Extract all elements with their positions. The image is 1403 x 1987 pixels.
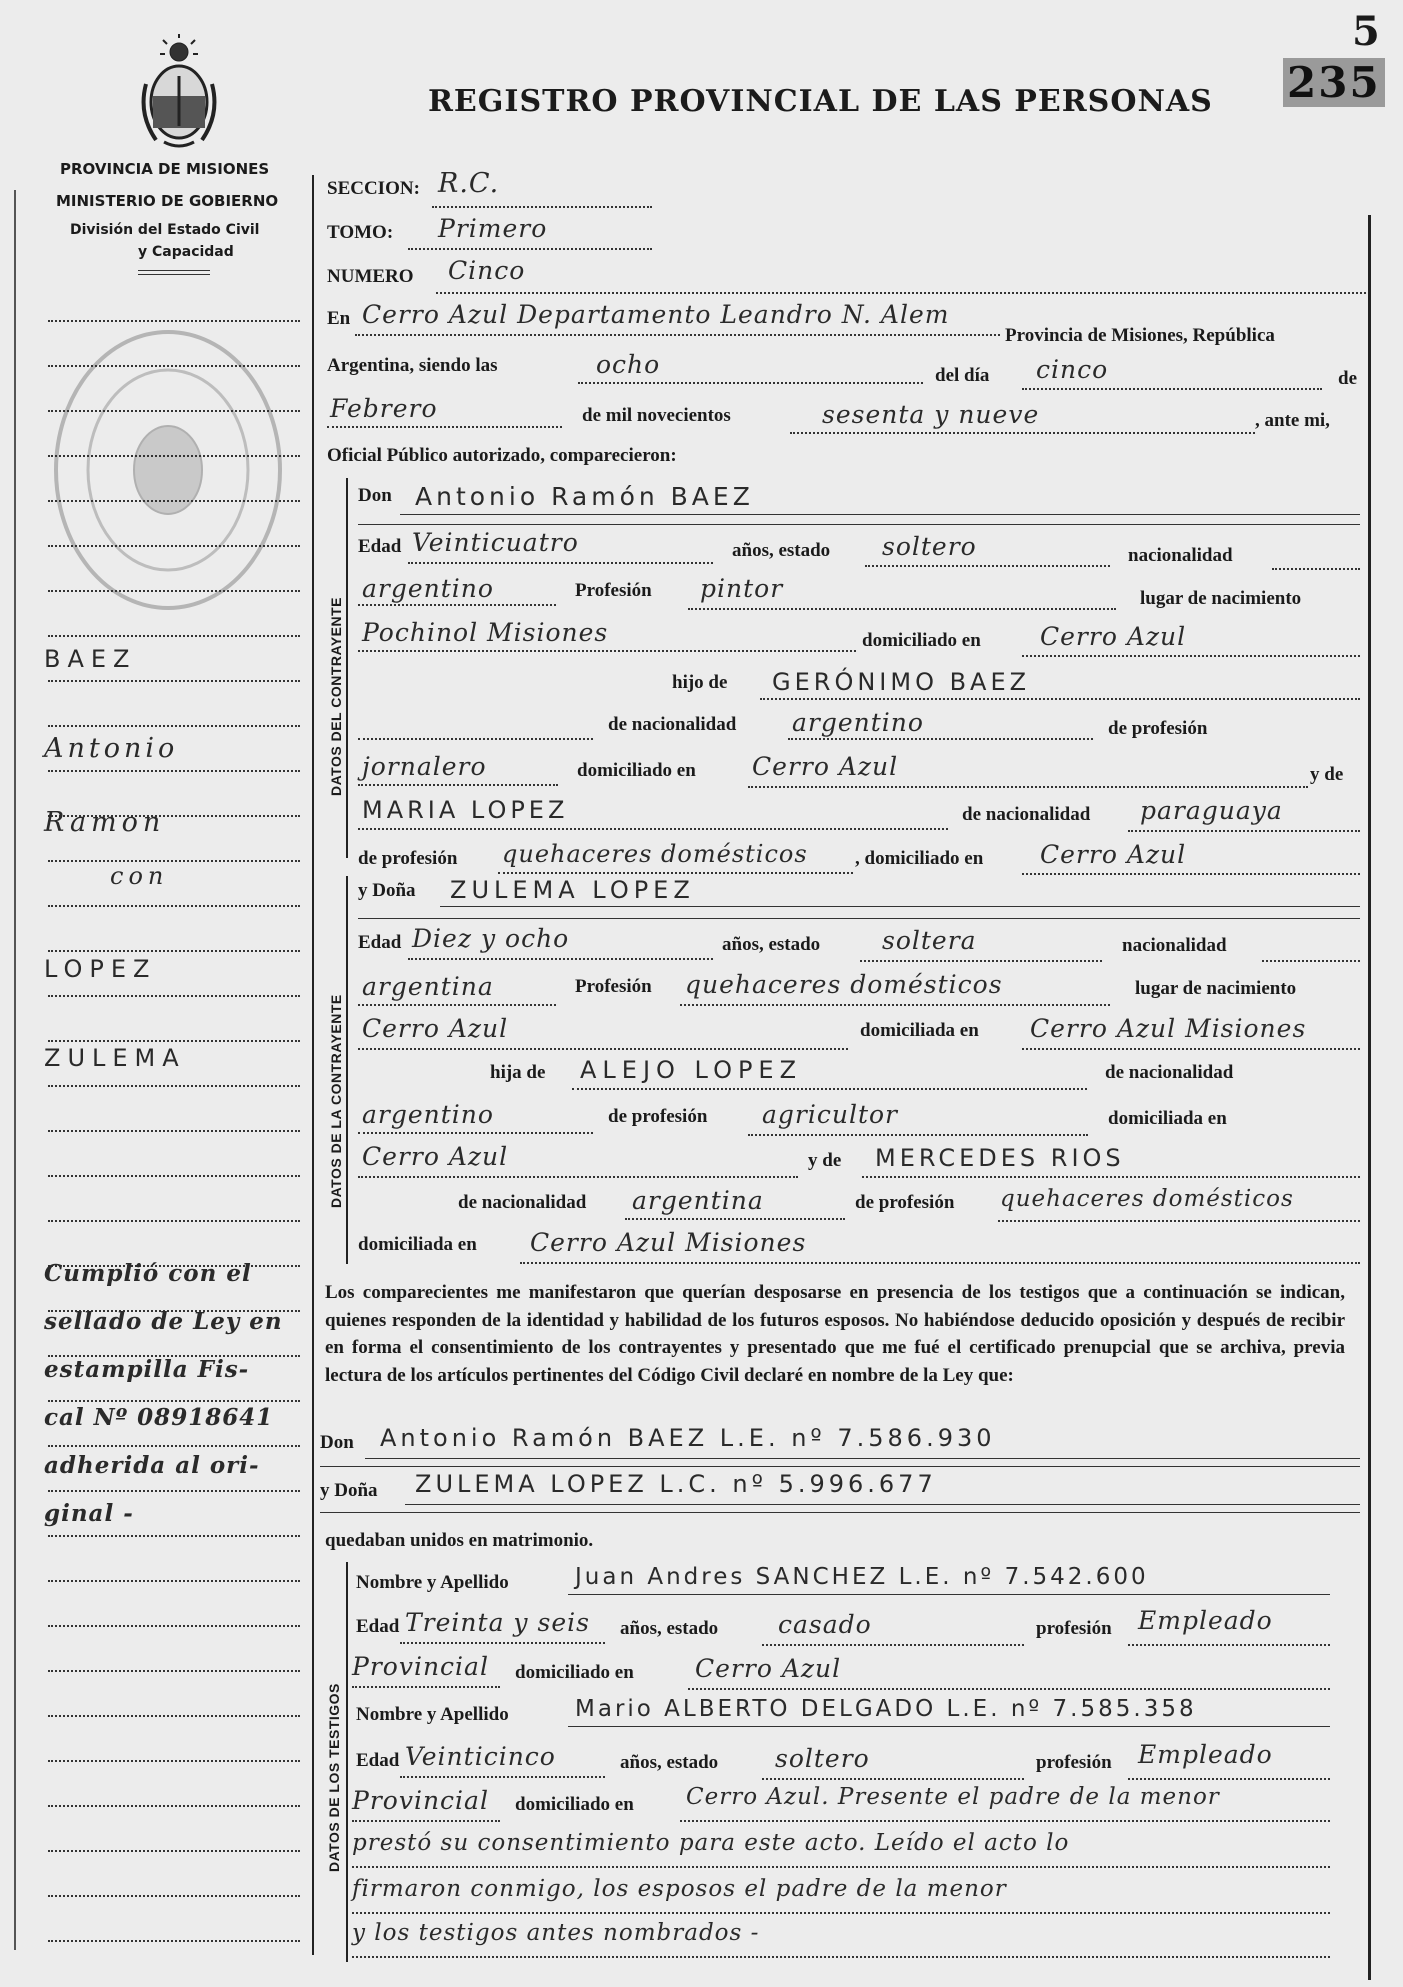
bride-name: ZULEMA LOPEZ xyxy=(450,876,695,904)
margin-rule-line xyxy=(48,1940,300,1942)
witness2-name: Mario ALBERTO DELGADO L.E. nº 7.585.358 xyxy=(575,1696,1197,1722)
margin-rule-line xyxy=(48,1220,300,1222)
lugar-label: lugar de nacimiento xyxy=(1140,588,1302,609)
dom-label: domiciliado en xyxy=(515,1794,634,1815)
margin-rule-line xyxy=(48,770,300,772)
prof-label: profesión xyxy=(1036,1618,1112,1639)
margin-annotation-line: cal Nº 08918641 xyxy=(44,1404,274,1431)
margin-rule-line xyxy=(48,1445,300,1447)
numero-label: NUMERO xyxy=(327,266,414,287)
bride-father: ALEJO LOPEZ xyxy=(580,1056,803,1084)
margin-rule-line xyxy=(48,1040,300,1042)
bride-mother-dom: Cerro Azul Misiones xyxy=(530,1228,807,1257)
issuer-province: PROVINCIA DE MISIONES xyxy=(60,160,270,178)
bride-father-dom: Cerro Azul xyxy=(362,1142,509,1171)
anios-label: años, estado xyxy=(620,1752,719,1773)
don-label: Don xyxy=(320,1432,354,1453)
closing-text: quedaban unidos en matrimonio. xyxy=(325,1530,594,1551)
nombre-label: Nombre y Apellido xyxy=(356,1704,509,1725)
groom-age: Veinticuatro xyxy=(412,528,579,557)
tomo-label: TOMO: xyxy=(327,222,394,243)
margin-rule-line xyxy=(48,590,300,592)
margin-rule-line xyxy=(48,545,300,547)
witness2-prof-cont: Provincial xyxy=(352,1786,489,1815)
edad-label: Edad xyxy=(358,536,402,557)
mil-text: de mil novecientos xyxy=(582,405,731,426)
margin-rule-line xyxy=(48,1580,300,1582)
fnac-label: de nacionalidad xyxy=(608,714,737,735)
bride-age: Diez y ocho xyxy=(412,924,570,953)
mdom-label: , domiciliado en xyxy=(855,848,984,869)
yde-label: y de xyxy=(1310,764,1344,785)
hijo-label: hijo de xyxy=(672,672,728,693)
yde-label: y de xyxy=(808,1150,842,1171)
fdom-label: domiciliada en xyxy=(1108,1108,1227,1129)
margin-rule-line xyxy=(48,455,300,457)
groom-father-dom: Cerro Azul xyxy=(752,752,899,781)
nac-label: nacionalidad xyxy=(1122,935,1227,956)
coat-of-arms-icon xyxy=(134,34,224,150)
margin-rule-line xyxy=(48,1625,300,1627)
groom-father: GERÓNIMO BAEZ xyxy=(772,668,1031,696)
provincia-text: Provincia de Misiones, República xyxy=(1005,325,1275,346)
declared-groom: Antonio Ramón BAEZ L.E. nº 7.586.930 xyxy=(380,1424,996,1452)
margin-annotation-line: sellado de Ley en xyxy=(44,1308,283,1335)
margin-rule-line xyxy=(48,365,300,367)
witnesses-section-label: DATOS DE LOS TESTIGOS xyxy=(326,1683,342,1872)
del-dia-text: del día xyxy=(935,365,990,386)
witness2-age: Veinticinco xyxy=(405,1742,556,1771)
margin-surname-groom: BAEZ xyxy=(44,645,137,673)
mnac-label: de nacionalidad xyxy=(962,804,1091,825)
groom-father-prof: jornalero xyxy=(362,752,487,781)
anios-label: años, estado xyxy=(722,934,821,955)
margin-rule-line xyxy=(48,905,300,907)
dona-label: y Doña xyxy=(320,1480,378,1501)
numero-value: Cinco xyxy=(448,256,526,285)
margin-annotation-line: adherida al ori- xyxy=(44,1452,260,1479)
witness1-name: Juan Andres SANCHEZ L.E. nº 7.542.600 xyxy=(575,1564,1149,1590)
margin-annotation-line: Cumplió con el xyxy=(44,1260,252,1287)
margin-rule-line xyxy=(48,1175,300,1177)
dom-label: domiciliado en xyxy=(862,630,981,651)
margin-annotation-line: ginal - xyxy=(44,1500,134,1527)
declared-bride: ZULEMA LOPEZ L.C. nº 5.996.677 xyxy=(415,1470,937,1498)
margin-rule-line xyxy=(48,410,300,412)
margin-rule-line xyxy=(48,1670,300,1672)
margin-rule-line xyxy=(48,680,300,682)
fnac-label: de nacionalidad xyxy=(1105,1062,1234,1083)
bride-mother: MERCEDES RIOS xyxy=(875,1144,1125,1172)
fprof-label: de profesión xyxy=(608,1106,708,1127)
nombre-label: Nombre y Apellido xyxy=(356,1572,509,1593)
margin-rule-line xyxy=(48,995,300,997)
groom-birthplace: Pochinol Misiones xyxy=(362,618,609,647)
declaration-paragraph: Los comparecientes me manifestaron que querían desposarse en presencia de los testigos que a continuación se indican, quienes responden de la identidad y habilidad de los futuros esposos. No habiéndose deducido oposición y después de recibir en forma el consentimiento de los contrayentes y presentado que me fué el certificado prenupcial que se archiva, previa lectura de los artículos pertinentes del Código Civil declaré en nombre de la Ley que: xyxy=(325,1282,1345,1386)
prof-label: Profesión xyxy=(575,976,652,997)
margin-rule-line xyxy=(48,860,300,862)
margin-annotation-line: estampilla Fis- xyxy=(44,1356,250,1383)
bride-domicile: Cerro Azul Misiones xyxy=(1030,1014,1307,1043)
hija-label: hija de xyxy=(490,1062,546,1083)
margin-rule-line xyxy=(48,1760,300,1762)
ante-text: , ante mi, xyxy=(1255,410,1330,431)
groom-mother-nat: paraguaya xyxy=(1140,796,1283,825)
seccion-value: R.C. xyxy=(438,168,500,199)
witness2-prof: Empleado xyxy=(1138,1740,1273,1769)
witness1-estado: casado xyxy=(778,1610,872,1639)
margin-rule-line xyxy=(48,1085,300,1087)
bride-father-prof: agricultor xyxy=(762,1100,899,1129)
groom-domicile: Cerro Azul xyxy=(1040,622,1187,651)
margin-surname-bride: LOPEZ xyxy=(44,955,157,983)
lugar-label: lugar de nacimiento xyxy=(1135,978,1297,999)
margin-rule-line xyxy=(48,1490,300,1492)
margin-rule-line xyxy=(48,1130,300,1132)
witness1-age: Treinta y seis xyxy=(405,1608,590,1637)
nac-label: nacionalidad xyxy=(1128,545,1233,566)
fdom-label: domiciliado en xyxy=(577,760,696,781)
closing-note-line: firmaron conmigo, los esposos el padre de la menor xyxy=(352,1876,1007,1902)
don-label: Don xyxy=(358,485,392,506)
groom-father-nat: argentino xyxy=(792,708,924,737)
margin-name-bride: ZULEMA xyxy=(44,1044,186,1072)
mdom-label: domiciliada en xyxy=(358,1234,477,1255)
margin-rule-line xyxy=(48,1895,300,1897)
bride-father-nat: argentino xyxy=(362,1100,494,1129)
margin-name-groom-2: Ramon xyxy=(44,807,166,838)
bride-section-label: DATOS DE LA CONTRAYENTE xyxy=(328,994,344,1208)
dom-label: domiciliado en xyxy=(515,1662,634,1683)
de-text: de xyxy=(1338,368,1357,389)
margin-rule-line xyxy=(48,1850,300,1852)
closing-note-line: y los testigos antes nombrados - xyxy=(352,1920,760,1946)
witness1-prof-cont: Provincial xyxy=(352,1652,489,1681)
seccion-label: SECCION: xyxy=(327,178,420,199)
bride-estado: soltera xyxy=(882,926,977,955)
place-value: Cerro Azul Departamento Leandro N. Alem xyxy=(362,300,950,329)
stamp-number: 235 xyxy=(1283,58,1385,107)
issuer-capacity: y Capacidad xyxy=(138,244,234,260)
closing-note-line: prestó su consentimiento para este acto. Leído el acto lo xyxy=(352,1830,1070,1856)
witness1-dom: Cerro Azul xyxy=(695,1654,842,1683)
margin-rule-line xyxy=(48,500,300,502)
anios-label: años, estado xyxy=(732,540,831,561)
witness2-estado: soltero xyxy=(775,1744,870,1773)
edad-label: Edad xyxy=(356,1616,400,1637)
mprof-label: de profesión xyxy=(358,848,458,869)
year-value: sesenta y nueve xyxy=(822,400,1040,429)
groom-mother: MARIA LOPEZ xyxy=(362,796,569,824)
official-seal-icon xyxy=(48,325,288,615)
groom-name: Antonio Ramón BAEZ xyxy=(415,482,754,511)
groom-mother-prof: quehaceres domésticos xyxy=(502,840,808,868)
edad-label: Edad xyxy=(358,932,402,953)
bride-mother-prof: quehaceres domésticos xyxy=(1000,1186,1294,1212)
margin-rule-line xyxy=(48,950,300,952)
issuer-ministry: MINISTERIO DE GOBIERNO xyxy=(56,192,279,210)
dom-label: domiciliada en xyxy=(860,1020,979,1041)
margin-con: con xyxy=(110,862,169,890)
witness2-dom: Cerro Azul. Presente el padre de la menor xyxy=(686,1784,1220,1810)
month-value: Febrero xyxy=(330,394,438,423)
margin-name-groom: Antonio xyxy=(44,733,179,764)
margin-rule-line xyxy=(48,1535,300,1537)
margin-rule-line xyxy=(48,1805,300,1807)
edad-label: Edad xyxy=(356,1750,400,1771)
fprof-label: de profesión xyxy=(1108,718,1208,739)
groom-estado: soltero xyxy=(882,532,977,561)
argentina-text: Argentina, siendo las xyxy=(327,355,498,376)
groom-section-label: DATOS DEL CONTRAYENTE xyxy=(328,596,344,796)
groom-mother-dom: Cerro Azul xyxy=(1040,840,1187,869)
groom-profession: pintor xyxy=(700,574,784,603)
margin-rule-line xyxy=(48,320,300,322)
issuer-division: División del Estado Civil xyxy=(70,222,260,238)
margin-rule-line xyxy=(48,1715,300,1717)
mprof-label: de profesión xyxy=(855,1192,955,1213)
bride-nationality: argentina xyxy=(362,972,494,1001)
bride-birthplace: Cerro Azul xyxy=(362,1014,509,1043)
margin-rule-line xyxy=(48,1400,300,1402)
groom-nationality: argentino xyxy=(362,574,494,603)
witness1-prof: Empleado xyxy=(1138,1606,1273,1635)
page-number: 5 xyxy=(1352,8,1380,55)
mnac-label: de nacionalidad xyxy=(458,1192,587,1213)
prof-label: Profesión xyxy=(575,580,652,601)
en-label: En xyxy=(327,308,351,329)
oficial-text: Oficial Público autorizado, comparecieron: xyxy=(327,445,677,466)
margin-rule-line xyxy=(48,635,300,637)
margin-rule-line xyxy=(48,725,300,727)
bride-mother-nat: argentina xyxy=(632,1186,764,1215)
bride-profession: quehaceres domésticos xyxy=(685,970,1003,999)
day-value: cinco xyxy=(1036,355,1109,384)
anios-label: años, estado xyxy=(620,1618,719,1639)
document-title: REGISTRO PROVINCIAL DE LAS PERSONAS xyxy=(428,84,1213,119)
prof-label: profesión xyxy=(1036,1752,1112,1773)
hour-value: ocho xyxy=(596,350,661,379)
dona-label: y Doña xyxy=(358,880,416,901)
tomo-value: Primero xyxy=(438,214,548,243)
